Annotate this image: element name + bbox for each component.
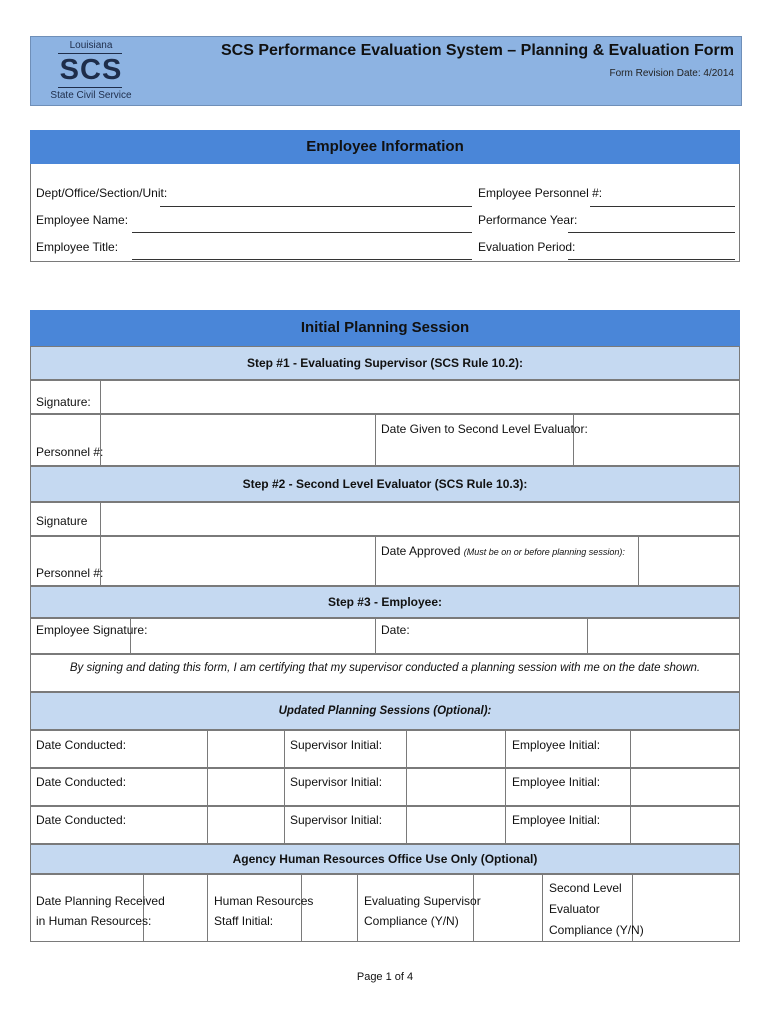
hr-supervisor-compliance-label: Evaluating Supervisor Compliance (Y/N) <box>364 894 481 928</box>
signature2-label: Signature <box>36 514 88 528</box>
employee-name-label: Employee Name: <box>36 213 129 227</box>
dept-field[interactable] <box>160 206 472 207</box>
employee-initial-field[interactable] <box>630 730 740 768</box>
date-conducted-field[interactable] <box>207 806 285 844</box>
supervisor-personnel-field[interactable] <box>100 414 376 466</box>
supervisor-initial-label: Supervisor Initial: <box>290 775 383 789</box>
supervisor-initial-field[interactable] <box>406 806 506 844</box>
employee-initial-label: Employee Initial: <box>512 813 601 827</box>
employee-initial-field[interactable] <box>630 768 740 806</box>
signature2-field[interactable] <box>100 502 740 536</box>
personnel2-label: Personnel #: <box>36 566 104 580</box>
step1-heading: Step #1 - Evaluating Supervisor (SCS Rule 10.2): <box>30 346 740 380</box>
date-conducted-field[interactable] <box>207 730 285 768</box>
supervisor-initial-label: Supervisor Initial: <box>290 738 383 752</box>
personnel-number-field[interactable] <box>590 206 735 207</box>
logo-bottom-text: State Civil Service <box>50 90 132 101</box>
signature-field[interactable] <box>100 380 740 414</box>
hr-evaluator-compliance-field[interactable] <box>632 874 740 942</box>
form-title: SCS Performance Evaluation System – Planning & Evaluation Form <box>220 42 734 59</box>
updated-sessions-heading: Updated Planning Sessions (Optional): <box>30 692 740 730</box>
employee-initial-label: Employee Initial: <box>512 738 601 752</box>
employee-name-field[interactable] <box>132 232 472 233</box>
step3-heading: Step #3 - Employee: <box>30 586 740 618</box>
step2-heading: Step #2 - Second Level Evaluator (SCS Rule 10.3): <box>30 466 740 502</box>
date-conducted-label: Date Conducted: <box>36 738 127 752</box>
date-approved-note: (Must be on or before planning session): <box>463 547 625 557</box>
supervisor-initial-label: Supervisor Initial: <box>290 813 383 827</box>
hr-evaluator-compliance-label: Second Level Evaluator Compliance (Y/N) <box>549 881 644 937</box>
employee-signature-field[interactable] <box>130 618 376 654</box>
employee-info-heading: Employee Information <box>30 130 740 164</box>
date-given-field[interactable] <box>573 414 740 466</box>
certify-statement: By signing and dating this form, I am certifying that my supervisor conducted a planning session with me on the date shown. <box>69 662 701 674</box>
hr-staff-initial-label: Human Resources Staff Initial: <box>214 894 314 928</box>
scs-logo <box>50 40 132 102</box>
evaluation-period-label: Evaluation Period: <box>478 240 576 254</box>
performance-year-field[interactable] <box>568 232 735 233</box>
logo-top-text: Louisiana <box>69 40 113 51</box>
employee-initial-label: Employee Initial: <box>512 775 601 789</box>
personnel-number-label: Employee Personnel #: <box>478 186 603 200</box>
evaluator-personnel-field[interactable] <box>100 536 376 586</box>
date-approved-label: Date Approved (Must be on or before planning session): <box>381 544 625 558</box>
employee-title-field[interactable] <box>132 259 472 260</box>
logo-main-text: SCS <box>59 54 123 86</box>
planning-heading: Initial Planning Session <box>30 310 740 346</box>
hr-supervisor-compliance-field[interactable] <box>473 874 543 942</box>
date-conducted-field[interactable] <box>207 768 285 806</box>
supervisor-initial-field[interactable] <box>406 768 506 806</box>
hr-date-received-label: Date Planning Received in Human Resources: <box>36 894 165 928</box>
date-conducted-label: Date Conducted: <box>36 813 127 827</box>
page-number: Page 1 of 4 <box>356 971 414 983</box>
form-revision-date: Form Revision Date: 4/2014 <box>609 68 734 79</box>
employee-title-label: Employee Title: <box>36 240 119 254</box>
date-conducted-label: Date Conducted: <box>36 775 127 789</box>
performance-year-label: Performance Year: <box>478 213 578 227</box>
date-given-label: Date Given to Second Level Evaluator: <box>381 422 588 436</box>
date-approved-field[interactable] <box>638 536 740 586</box>
hr-heading: Agency Human Resources Office Use Only (Optional) <box>30 844 740 874</box>
supervisor-initial-field[interactable] <box>406 730 506 768</box>
evaluation-period-field[interactable] <box>568 259 735 260</box>
signature-label: Signature: <box>36 395 91 409</box>
dept-label: Dept/Office/Section/Unit: <box>36 186 168 200</box>
employee-date-field[interactable] <box>587 618 740 654</box>
employee-date-label: Date: <box>381 623 410 637</box>
employee-signature-label: Employee Signature: <box>36 623 148 637</box>
personnel-label: Personnel #: <box>36 445 104 459</box>
employee-initial-field[interactable] <box>630 806 740 844</box>
